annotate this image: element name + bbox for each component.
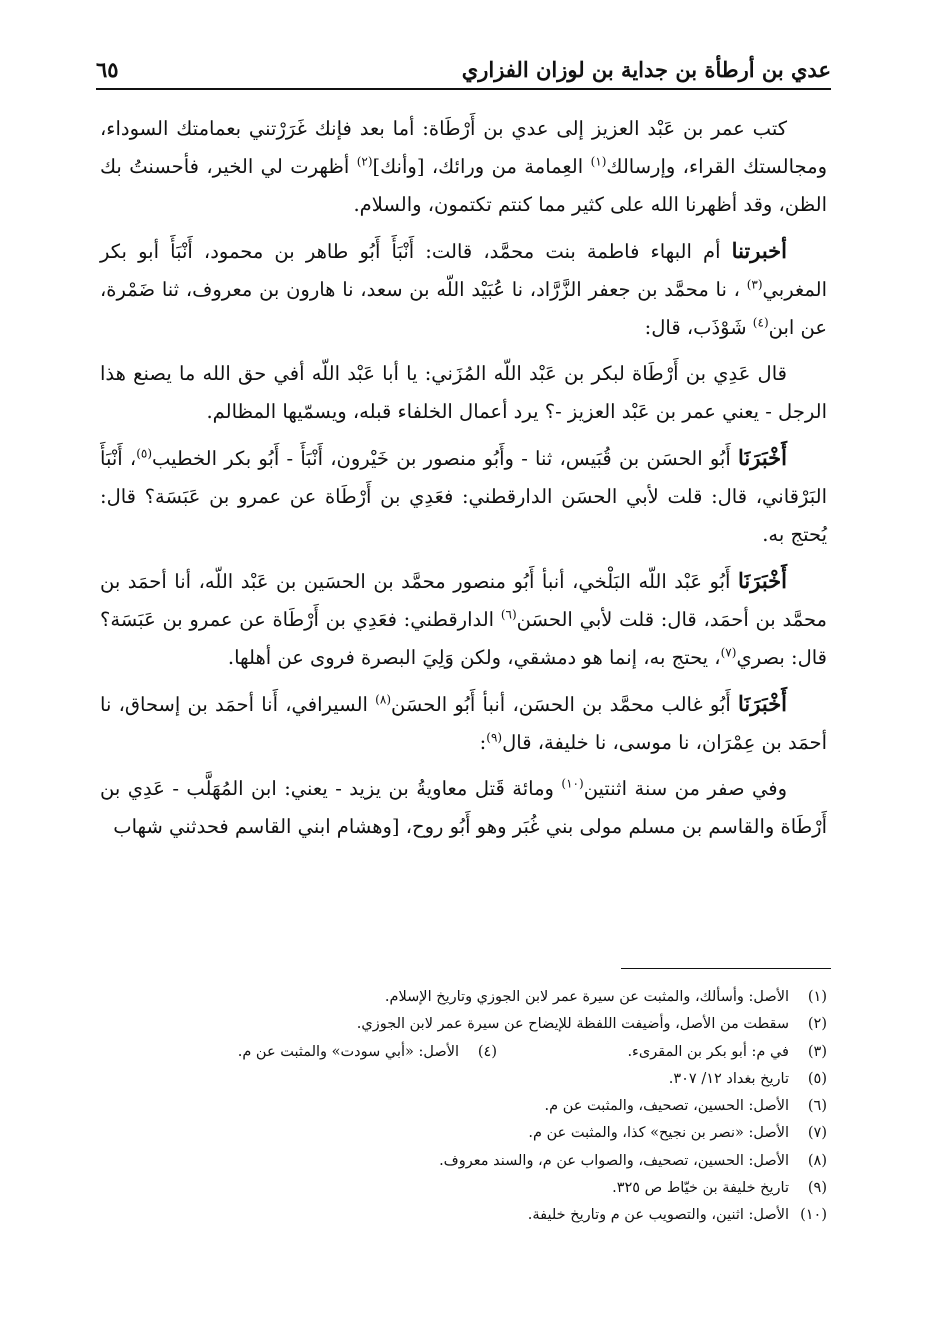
footnote-number: (١٠): [800, 1207, 827, 1224]
footnote-number: (١): [807, 989, 827, 1005]
footnote-text: تاريخ خليفة بن خيّاط ص ٣٢٥.: [612, 1180, 789, 1197]
footnote-item: [96, 1011, 827, 1038]
footnote-ref[interactable]: (١٠): [561, 776, 584, 791]
footnote-separator: [621, 968, 831, 969]
main-text: [100, 110, 827, 854]
footnote-item: [497, 1039, 827, 1066]
footnote-ref[interactable]: (١): [590, 154, 607, 169]
paragraph-text: كتب عمر بن عَبْد العزيز إلى عدي بن أَرْطَاة: أما بعد فإنك غَرَرْتني بعمامتك السوداء، ومجالستك القراء، وإرسالك: [100, 117, 827, 178]
paragraph-lead: أَخْبَرَنَا: [738, 445, 787, 470]
paragraph-4: [100, 439, 827, 554]
footnote-ref[interactable]: (٧): [720, 645, 737, 660]
footnote-number: (٨): [807, 1152, 827, 1169]
footnote-text: الأصل: «نصر بن نجيح» كذا، والمثبت عن م.: [528, 1125, 789, 1142]
running-title: عدي بن أرطأة بن جداية بن لوزان الفزاري: [461, 57, 831, 82]
footnote-text: الأصل: وأسألك، والمثبت عن سيرة عمر لابن الجوزي وتاريخ الإسلام.: [384, 989, 789, 1005]
footnote-number: (٩): [807, 1180, 827, 1197]
footnote-number: (٦): [807, 1098, 827, 1115]
footnote-item: [96, 1175, 827, 1202]
paragraph-text: شَوْذَب، قال:: [644, 316, 747, 339]
footnote-item: [96, 984, 827, 1011]
page-number: ٦٥: [96, 57, 119, 82]
footnote-item: [96, 1202, 827, 1229]
paragraph-text: ، يحتج به، إنما هو دمشقي، ولكن وَلِيَ البصرة فروى عن أهلها.: [227, 646, 721, 669]
footnote-text: الأصل: الحسين، تصحيف، والمثبت عن م.: [544, 1098, 789, 1115]
paragraph-text: أظهرت لي الخير، فأحسنتُ بك الظن، وقد أظهرنا الله على كثير مما كنتم تكتمون، والسلام.: [100, 155, 827, 216]
footnote-text: سقطت من الأصل، وأضيفت اللفظة للإيضاح عن سيرة عمر لابن الجوزي.: [356, 1016, 789, 1033]
footnote-item: [96, 1093, 827, 1120]
paragraph-text: ، نا محمَّد بن جعفر الزَّرَّاد، نا عُبَيْد اللّه بن سعد، نا هارون بن معروف، ثنا ضَمْرة، عن ابن: [100, 278, 827, 339]
footnote-item: [96, 1066, 827, 1093]
footnote-ref[interactable]: (٤): [752, 315, 769, 330]
running-head: [96, 54, 831, 90]
paragraph-text: أَبُو عَبْد اللّه البَلْخي، أنبأ أَبُو منصور محمَّد بن الحسَين بن عَبْد اللّه، أنا أحمَد بن محمَّد بن أحمَد، قال: قلت لأبي الحسَن: [100, 570, 827, 631]
paragraph-text: أَبُو غالب محمَّد بن الحسَن، أنبأ أَبُو الحسَن: [391, 693, 731, 716]
footnote-item: [238, 1039, 497, 1066]
paragraph-text: قال عَدِي بن أَرْطَاة لبكر بن عَبْد اللّه المُزَني: يا أبا عَبْد اللّه أفي حق الله ما يصنع هذا الرجل - يعني عمر بن عَبْد العزيز -؟ يرد أعمال الخلفاء قبله، ويسمّيها المظالم.: [100, 362, 827, 423]
footnote-number: (٢): [807, 1016, 827, 1033]
footnote-text: الأصل: «أبي سودت» والمثبت عن م.: [237, 1043, 459, 1060]
paragraph-text: أم البهاء فاطمة بنت محمَّد، قالت: أَنْبَأَ أَبُو طاهر بن محمود، أَنْبَأَ أبو بكر المغربي: [100, 240, 827, 301]
footnote-number: (٧): [807, 1125, 827, 1142]
footnote-item: [96, 1120, 827, 1147]
footnote-number: (٤): [477, 1043, 497, 1060]
paragraph-lead: أَخْبَرَنَا: [738, 568, 787, 593]
paragraph-text: ، أَنْبَأَ البَرْقاني، قال: قلت لأبي الحسَن الدارقطني: فعَدِي بن أَرْطَاة عن عمرو بن عَبَسَة؟ قال: يُحتج به.: [100, 447, 827, 546]
paragraph-text: العِمامة من ورائك، [وأنك]: [372, 155, 584, 178]
paragraph-text: وفي صفر من سنة اثنتين: [583, 777, 788, 800]
footnote-ref[interactable]: (٩): [486, 730, 503, 745]
footnote-text: تاريخ بغداد ١٢/ ٣٠٧.: [668, 1070, 789, 1087]
footnote-text: الأصل: اثنين، والتصويب عن م وتاريخ خليفة.: [527, 1207, 789, 1224]
paragraph-lead: أَخْبَرَنَا: [738, 691, 788, 716]
paragraph-5: [100, 562, 827, 677]
paragraph-lead: أخبرتنا: [731, 238, 787, 263]
paragraph-text: الدارقطني: فعَدِي بن أَرْطَاة عن عمرو بن عَبَسَة؟ قال: بصري: [100, 608, 827, 669]
paragraph-text: السيرافي، أَنا أحمَد بن إسحاق، نا أحمَد بن عِمْرَان، نا موسى، نا خليفة، قال: [100, 693, 827, 754]
paragraph-6: [100, 685, 827, 762]
paragraph-7: [100, 770, 827, 846]
footnote-ref[interactable]: (٥): [136, 446, 153, 461]
footnote-number: (٥): [807, 1070, 827, 1087]
footnote-ref[interactable]: (٦): [500, 607, 517, 622]
paragraph-text: أَبُو الحسَن بن قُبَيس، ثنا - وأَبُو منصور بن خَيْرون، أَنْبَأَ - أَبُو بكر الخطيب: [152, 447, 731, 470]
footnote-ref[interactable]: (٢): [356, 154, 373, 169]
footnote-text: الأصل: الحسين، تصحيف، والصواب عن م، والسند معروف.: [439, 1152, 789, 1169]
paragraph-2: [100, 232, 827, 347]
paragraph-text: :: [479, 731, 487, 754]
footnote-item: [96, 1148, 827, 1175]
paragraph-3: [100, 355, 827, 431]
footnote-text: في م: أبو بكر بن المقرىء.: [627, 1043, 789, 1060]
paragraph-text: ومائة قَتل معاويةُ بن يزيد - يعني: ابن المُهَلَّب - عَدِي بن أَرْطَاة والقاسم بن مسلم مولى بني غُبَر وهو أَبُو روح، [وهشام ابني القاسم فحدثني شهاب: [100, 777, 827, 838]
paragraph-1: [100, 110, 827, 224]
footnotes: [96, 984, 827, 1230]
footnote-row-pair: [96, 1039, 827, 1066]
footnote-number: (٣): [807, 1043, 827, 1060]
footnote-ref[interactable]: (٨): [375, 692, 391, 707]
footnote-ref[interactable]: (٣): [746, 277, 763, 292]
